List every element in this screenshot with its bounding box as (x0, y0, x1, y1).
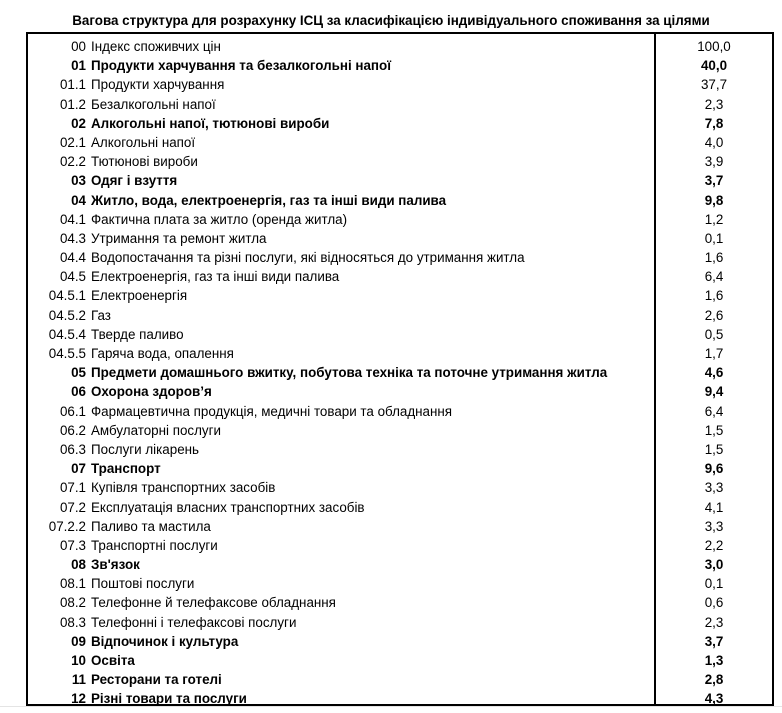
page-edge (0, 706, 782, 707)
row-label: Різні товари та послуги (91, 691, 247, 707)
row-label: Безалкогольні напої (91, 96, 216, 112)
row-weight-value: 1,2 (704, 211, 724, 227)
table-row (28, 95, 772, 114)
row-label: Телефонні і телефаксові послуги (91, 614, 297, 630)
row-code: 01.1 (59, 77, 86, 93)
row-code: 04.5.5 (48, 346, 86, 361)
row-code: 06.1 (59, 403, 86, 419)
row-weight-value: 0,5 (704, 326, 724, 342)
row-code: 08.3 (59, 614, 86, 630)
table-title: Вагова структура для розрахунку ІСЦ за класифікацією індивідуального споживання за цілями (72, 13, 710, 28)
row-label: Паливо та мастила (91, 518, 211, 534)
row-weight-value: 1,5 (704, 422, 724, 438)
table-row (28, 498, 772, 517)
row-weight-value: 2,6 (704, 307, 724, 323)
row-code: 09 (71, 633, 86, 649)
row-label: Одяг і взуття (91, 173, 178, 189)
table-row (28, 593, 772, 612)
table-row (28, 267, 772, 286)
row-label: Житло, вода, електроенергія, газ та інші види палива (91, 192, 447, 208)
row-code: 05 (71, 365, 86, 381)
row-label: Тверде паливо (91, 326, 184, 342)
table-row-group (28, 459, 772, 478)
table-row-group (28, 670, 772, 689)
row-weight-value: 3,9 (704, 154, 724, 170)
table-row (28, 286, 772, 305)
table-row (28, 536, 772, 555)
row-code: 04.4 (59, 250, 86, 266)
row-label: Амбулаторні послуги (91, 422, 221, 438)
table-row (28, 613, 772, 632)
table-row-group (28, 114, 772, 133)
table-row (28, 306, 772, 325)
row-label: Індекс споживчих цін (91, 39, 221, 54)
table-row-group (28, 651, 772, 670)
row-label: Освіта (91, 653, 135, 668)
row-code: 11 (71, 672, 86, 688)
row-code: 07.2.2 (48, 518, 86, 534)
table-row-group (28, 632, 772, 651)
row-code: 04.5 (59, 269, 86, 285)
row-weight-value: 7,8 (704, 115, 724, 131)
row-label: Продукти харчування (91, 77, 225, 93)
row-code: 02 (71, 115, 86, 131)
row-label: Електроенергія (91, 288, 188, 304)
table-row-group (28, 191, 772, 210)
row-label: Купівля транспортних засобів (91, 480, 276, 496)
table-row (28, 229, 772, 248)
row-code: 07.1 (59, 480, 86, 496)
row-weight-value: 3,0 (704, 557, 724, 573)
table-row-group (28, 382, 772, 401)
row-weight-value: 9,6 (704, 461, 724, 477)
row-code: 04.3 (59, 230, 86, 246)
row-weight-value: 3,3 (704, 518, 724, 534)
table-row (28, 133, 772, 152)
row-label: Відпочинок і культура (91, 633, 239, 649)
row-weight-value: 1,7 (704, 346, 724, 361)
row-weight-value: 100,0 (697, 39, 731, 54)
row-code: 01 (71, 58, 86, 74)
row-label: Алкогольні напої, тютюнові вироби (91, 115, 330, 131)
row-weight-value: 4,3 (704, 691, 724, 707)
row-label: Ресторани та готелі (91, 672, 222, 688)
row-weight-value: 6,4 (704, 269, 724, 285)
row-code: 04.5.4 (48, 326, 86, 342)
table-row-group (28, 171, 772, 190)
table-row (28, 574, 772, 593)
row-weight-value: 1,5 (704, 441, 724, 457)
row-label: Транспорт (91, 461, 161, 477)
row-label: Послуги лікарень (91, 441, 200, 457)
row-weight-value: 1,3 (704, 653, 724, 668)
row-weight-value: 2,3 (704, 96, 724, 112)
row-weight-value: 3,7 (704, 173, 724, 189)
row-code: 07.2 (59, 499, 86, 515)
row-code: 04.1 (59, 211, 86, 227)
row-label: Тютюнові вироби (91, 154, 198, 170)
row-code: 00 (71, 39, 86, 54)
row-code: 07 (71, 461, 86, 477)
row-code: 02.1 (59, 134, 86, 150)
weights-table (26, 32, 774, 706)
row-code: 02.2 (59, 154, 86, 170)
table-row (28, 517, 772, 536)
table-row (28, 248, 772, 267)
row-code: 08.1 (59, 576, 86, 592)
table-row-group (28, 555, 772, 574)
row-label: Зв'язок (91, 557, 140, 573)
row-weight-value: 40,0 (700, 58, 728, 74)
row-label: Телефонне й телефаксове обладнання (91, 595, 336, 611)
row-code: 06.3 (59, 441, 86, 457)
row-weight-value: 4,1 (704, 499, 724, 515)
row-code: 07.3 (59, 537, 86, 553)
row-code: 06 (71, 384, 86, 400)
row-code: 03 (71, 173, 86, 189)
row-weight-value: 9,4 (704, 384, 724, 400)
row-label: Транспортні послуги (91, 537, 218, 553)
table-row (28, 152, 772, 171)
table-row (28, 75, 772, 94)
row-weight-value: 0,1 (704, 230, 724, 246)
row-weight-value: 0,6 (704, 595, 724, 611)
row-label: Гаряча вода, опалення (91, 346, 234, 361)
row-weight-value: 3,7 (704, 633, 724, 649)
row-label: Предмети домашнього вжитку, побутова техніка та поточне утримання житла (91, 365, 608, 381)
row-code: 12 (71, 691, 86, 707)
row-weight-value: 1,6 (704, 288, 724, 304)
row-label: Охорона здоров’я (91, 384, 212, 400)
row-label: Продукти харчування та безалкогольні напої (91, 58, 391, 74)
row-label: Фактична плата за житло (оренда житла) (91, 211, 348, 227)
row-weight-value: 1,6 (704, 250, 724, 266)
row-code: 04.5.1 (48, 288, 86, 304)
row-label: Фармацевтична продукція, медичні товари та обладнання (91, 403, 453, 419)
table-row (28, 210, 772, 229)
table-body (28, 37, 772, 709)
row-label: Утримання та ремонт житла (91, 230, 267, 246)
row-code: 08.2 (59, 595, 86, 611)
row-code: 04.5.2 (48, 307, 86, 323)
row-code: 04 (71, 192, 86, 208)
row-weight-value: 2,2 (704, 537, 724, 553)
row-weight-value: 3,3 (704, 480, 724, 496)
row-label: Газ (91, 307, 111, 323)
table-row (28, 344, 772, 363)
row-weight-value: 37,7 (700, 77, 728, 93)
row-weight-value: 9,8 (704, 192, 724, 208)
table-row (28, 440, 772, 459)
table-row (28, 37, 772, 56)
table-row (28, 325, 772, 344)
row-code: 10 (71, 653, 86, 668)
row-weight-value: 6,4 (704, 403, 724, 419)
row-label: Алкогольні напої (91, 134, 196, 150)
row-weight-value: 4,0 (704, 134, 724, 150)
table-row-group (28, 56, 772, 75)
row-weight-value: 2,3 (704, 614, 724, 630)
row-label: Електроенергія, газ та інші види палива (91, 269, 340, 285)
row-label: Поштові послуги (91, 576, 195, 592)
row-label: Експлуатація власних транспортних засобів (91, 499, 365, 515)
row-code: 06.2 (59, 422, 86, 438)
row-code: 01.2 (59, 96, 86, 112)
table-row (28, 402, 772, 421)
row-weight-value: 4,6 (704, 365, 724, 381)
row-code: 08 (71, 557, 86, 573)
table-row-group (28, 363, 772, 382)
row-label: Водопостачання та різні послуги, які відносяться до утримання житла (91, 250, 525, 266)
row-weight-value: 0,1 (704, 576, 724, 592)
row-weight-value: 2,8 (704, 672, 724, 688)
table-row (28, 478, 772, 497)
table-row (28, 421, 772, 440)
